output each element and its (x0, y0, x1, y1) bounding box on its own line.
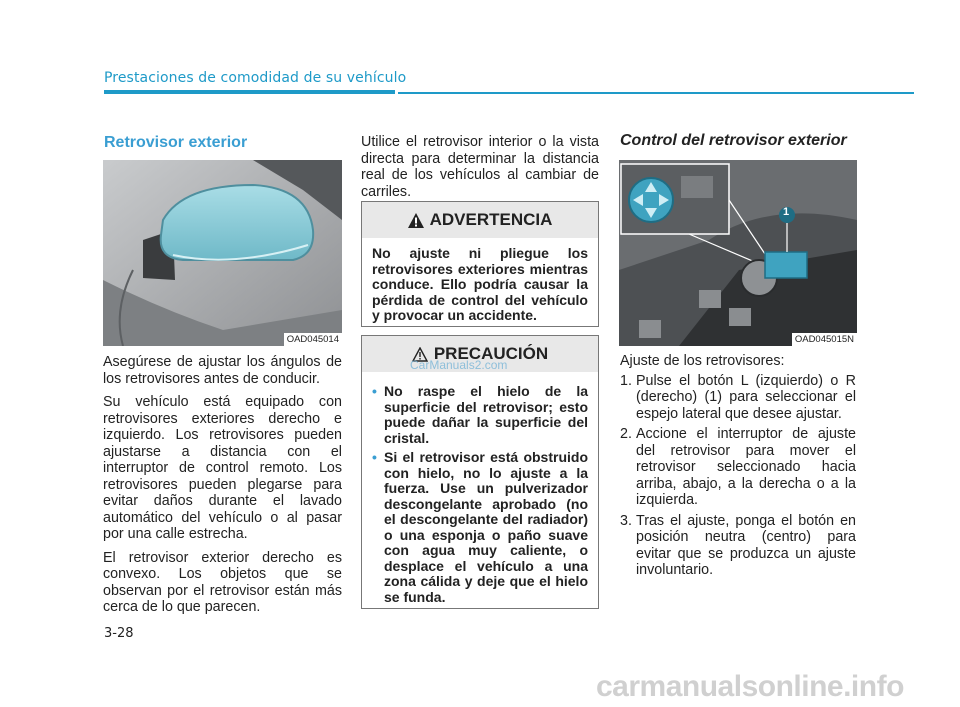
left-section-title: Retrovisor exterior (104, 134, 248, 151)
paragraph: Utilice el retrovisor interior o la vista directa para determinar la distancia real de los vehículos al cambiar de carriles. (361, 134, 599, 200)
warning-header (362, 202, 598, 238)
step-text: Accione el interruptor de ajuste del retrovisor para mover el retrovisor seleccionado hacia arriba, abajo, a la derecha o a la izquierda. (636, 426, 856, 508)
paragraph: Su vehículo está equipado con retrovisores exteriores derecho e izquierdo. Los retrovisores pueden ajustarse a distancia con el interruptor de control remoto. Los retrovisores pueden plegarse para evitar daños durante el lavado automático del vehículo o al pasar por una calle estrecha. (103, 394, 342, 542)
step-number: 2. (620, 426, 632, 442)
watermark-text: CarManuals2.com (410, 358, 508, 372)
mirror-control-figure (619, 160, 857, 346)
warning-title: ADVERTENCIA (429, 210, 553, 229)
left-body (103, 354, 342, 623)
paragraph: Ajuste de los retrovisores: (620, 353, 785, 369)
caution-title: PRECAUCIÓN (433, 344, 549, 363)
header-rule-thin (398, 92, 914, 94)
figure-code-label: OAD045015N (792, 333, 857, 346)
figure-code-label: OAD045014 (284, 333, 342, 346)
right-section-title: Control del retrovisor exterior (620, 132, 847, 149)
section-header-title: Prestaciones de comodidad de su vehículo (104, 70, 407, 86)
paragraph: Asegúrese de ajustar los ángulos de los retrovisores antes de conducir. (103, 354, 342, 387)
mirror-switch-illustration (619, 160, 857, 346)
caution-item: • No raspe el hielo de la superficie del retrovisor; esto puede dañar la superficie del cristal. (372, 384, 588, 446)
warning-body (362, 238, 598, 332)
step-text: Pulse el botón L (izquierdo) o R (derecho) (1) para seleccionar el espejo lateral que desee ajustar. (636, 372, 856, 422)
warning-text: No ajuste ni pliegue los retrovisores exteriores mientras conduce. Ello podría causar la pérdida de control del vehículo y provocar un accidente. (372, 245, 588, 323)
mirror-figure (103, 160, 342, 346)
callout-number: 1 (783, 206, 790, 218)
middle-intro (361, 134, 599, 207)
step-number: 3. (620, 512, 632, 529)
footer-watermark: carmanualsonline.info (596, 670, 904, 703)
step-item (620, 373, 856, 423)
step-number: 1. (620, 372, 632, 389)
caution-item: • Si el retrovisor está obstruido con hielo, no lo ajuste a la fuerza. Use un pulverizador descongelante aprobado (no el descongelante del radiador) o una esponja o paño suave con agua muy caliente, o desplace el vehículo a una zona cálida y deje que el hielo se funda. (372, 450, 588, 605)
warning-box (361, 201, 599, 327)
caution-body (362, 372, 598, 617)
steps-list (620, 373, 856, 579)
step-text: Tras el ajuste, ponga el botón en posición neutra (centro) para evitar que se produzca un ajuste involuntario. (636, 512, 856, 578)
right-body (620, 353, 856, 583)
caution-list (372, 384, 588, 605)
mirror-illustration (103, 160, 342, 346)
caution-box (361, 335, 599, 609)
warning-triangle-icon (408, 213, 424, 228)
paragraph: El retrovisor exterior derecho es convexo. Los objetos que se observan por el retrovisor están más cerca de lo que parecen. (103, 549, 342, 615)
header-rule (104, 90, 395, 94)
page-number: 3-28 (104, 626, 134, 641)
step-item (620, 426, 856, 509)
step-item (620, 513, 856, 579)
